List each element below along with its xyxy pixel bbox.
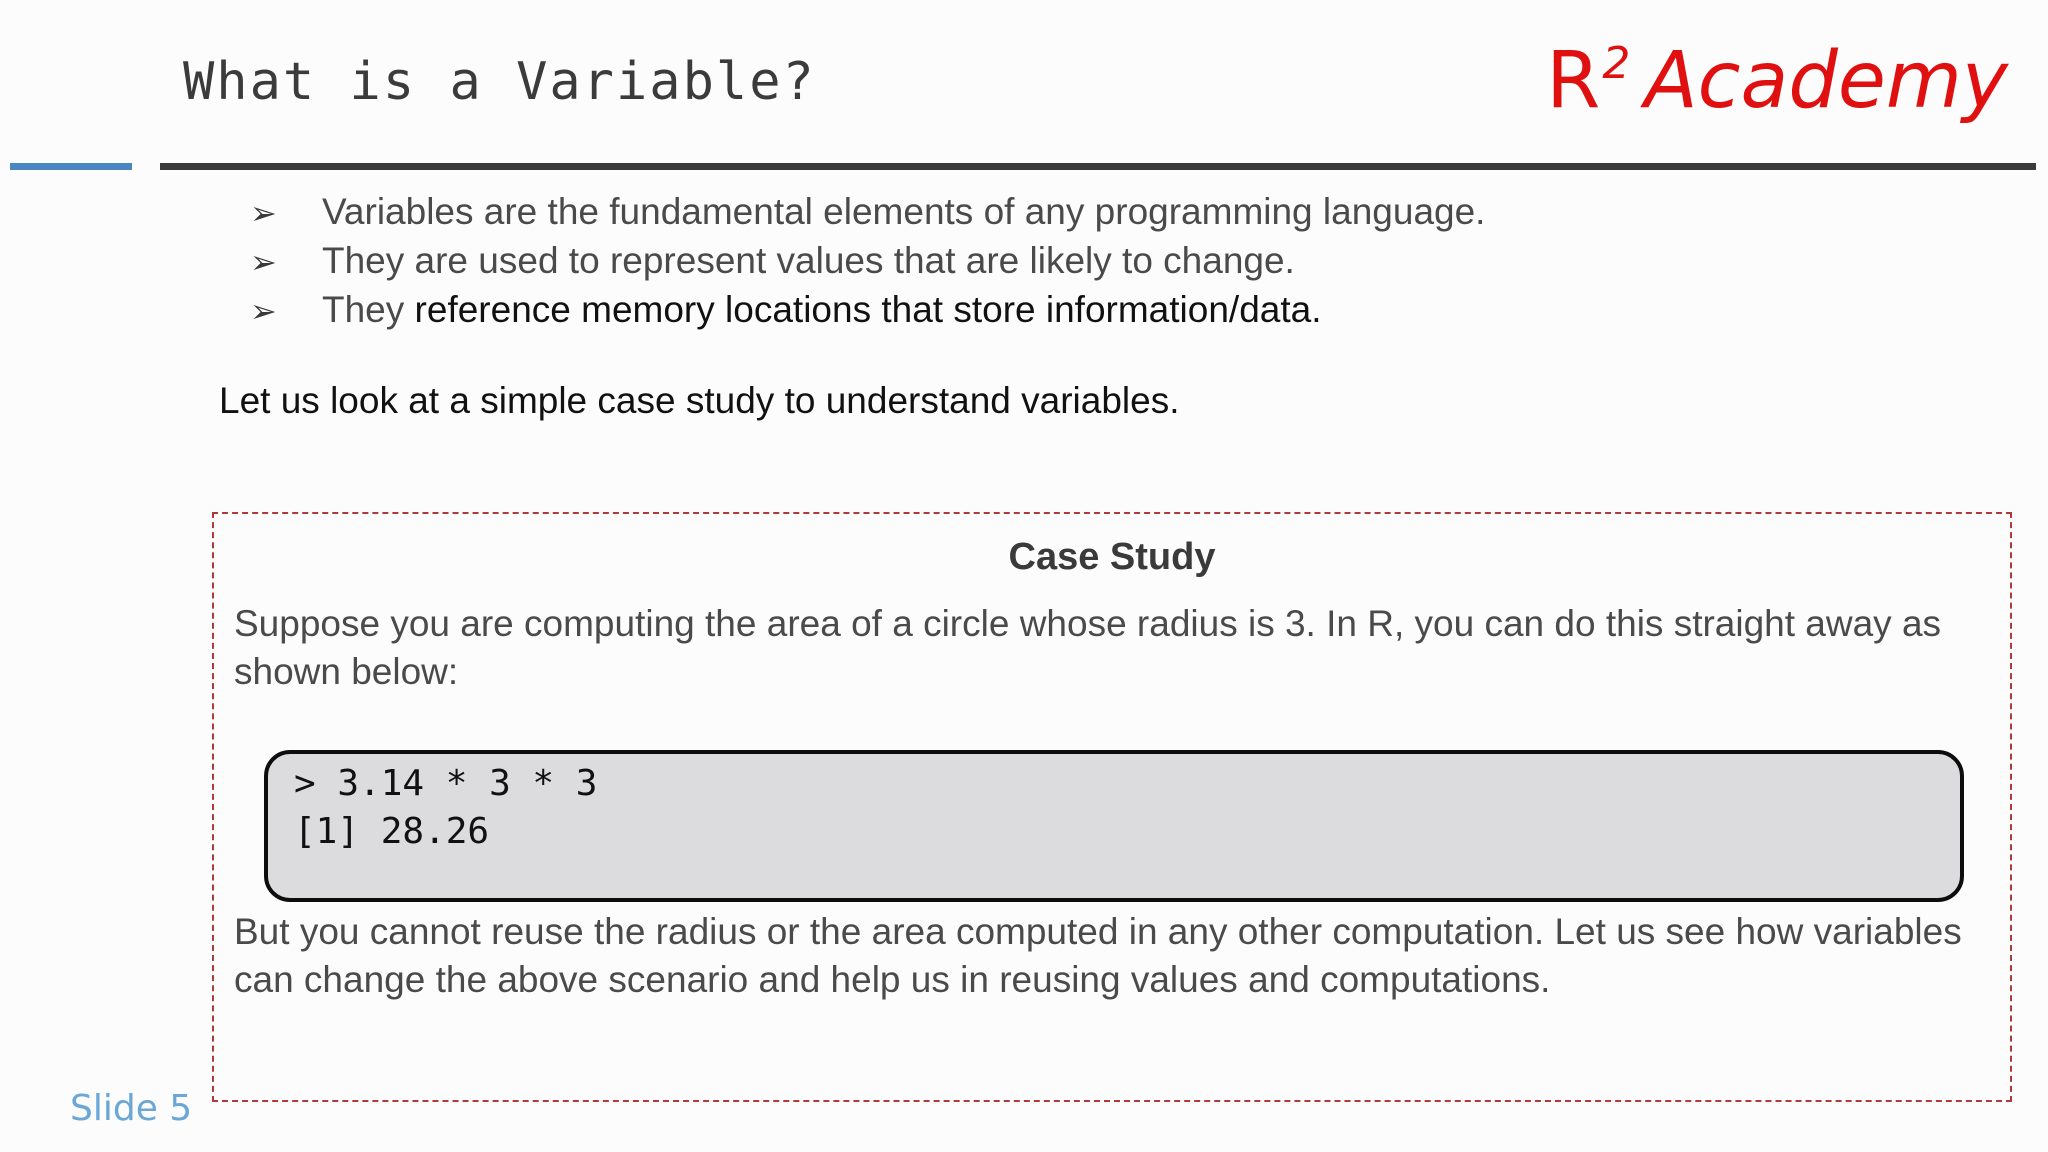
title-divider [160, 163, 2036, 170]
bullet-item [250, 188, 1485, 237]
bullet-text: They are used to represent values that are likely to change. [322, 240, 1295, 281]
intro-text: Let us look at a simple case study to understand variables. [219, 380, 1180, 421]
brand-superscript: 2 [1602, 38, 1631, 89]
arrow-bullet-icon: ➢ [250, 243, 277, 281]
case-study-paragraph-2: But you cannot reuse the radius or the area computed in any other computation. Let us see how variables can change the above scenario and help us in reusing values and computations. [234, 911, 1962, 1000]
bullet-item [250, 286, 1485, 335]
bullet-text-start: They [322, 289, 415, 330]
slide-number: Slide 5 [70, 1088, 193, 1129]
brand-name: Academy [1644, 36, 2008, 126]
brand-logo [1546, 36, 2008, 126]
brand-r: R [1546, 36, 1601, 126]
code-line-output: [1] 28.26 [294, 811, 490, 852]
bullet-list [250, 188, 1485, 335]
case-study-box [212, 512, 2012, 1102]
arrow-bullet-icon: ➢ [250, 194, 277, 232]
code-line-input: > 3.14 * 3 * 3 [294, 763, 598, 804]
accent-rule [10, 163, 132, 170]
arrow-bullet-icon: ➢ [250, 292, 277, 330]
bullet-item [250, 237, 1485, 286]
case-study-heading: Case Study [1008, 536, 1216, 578]
code-block [264, 750, 1964, 902]
bullet-text: Variables are the fundamental elements of any programming language. [322, 191, 1486, 232]
bullet-text-emphasis: reference memory locations that store information/data. [414, 289, 1322, 330]
case-study-paragraph-1: Suppose you are computing the area of a circle whose radius is 3. In R, you can do this straight away as shown below: [234, 603, 1942, 692]
bullet-text [322, 286, 1321, 334]
slide-title: What is a Variable? [183, 52, 816, 112]
